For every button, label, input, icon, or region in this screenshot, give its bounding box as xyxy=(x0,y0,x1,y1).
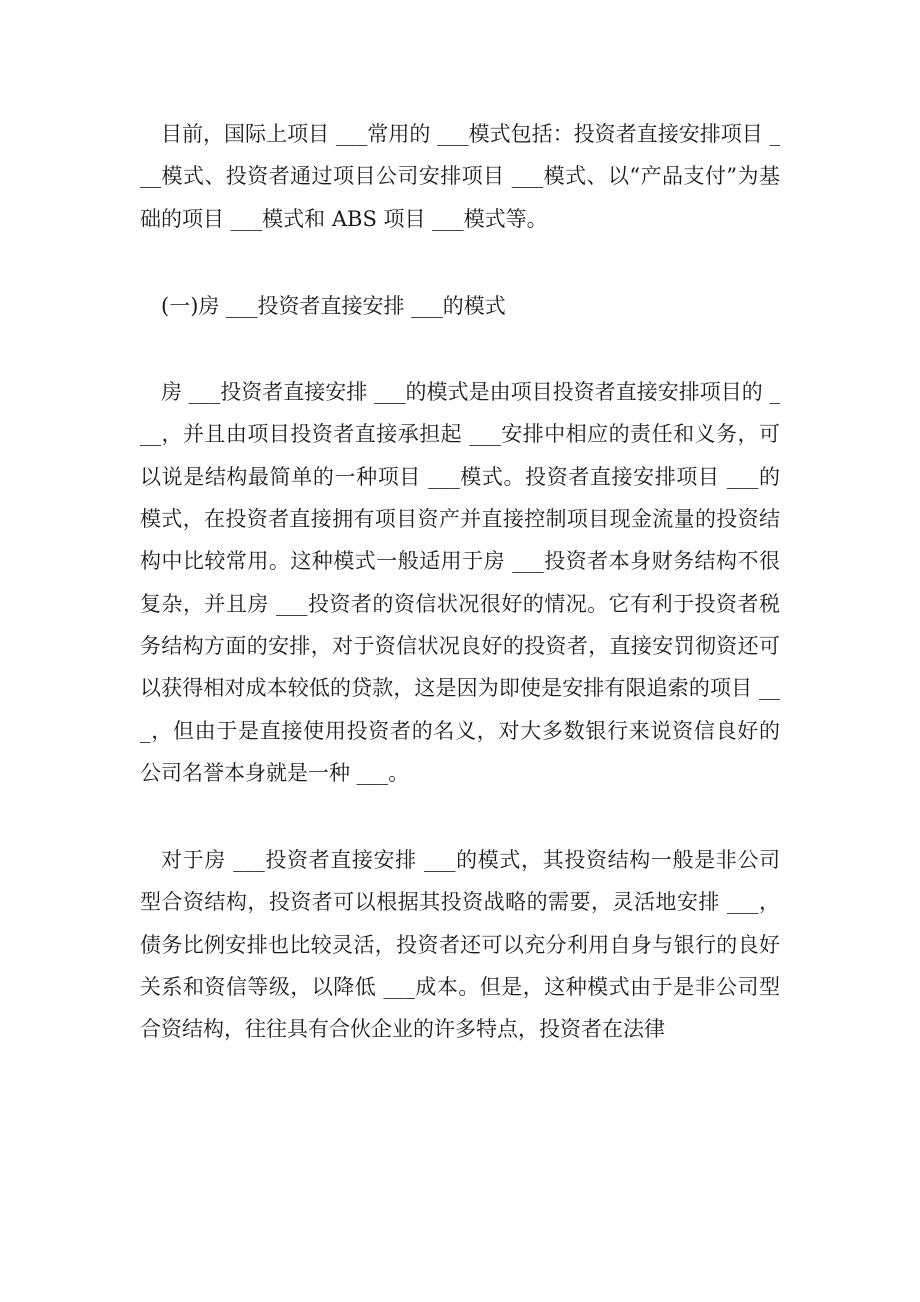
body-paragraph-2: 对于房 ___投资者直接安排 ___的模式，其投资结构一般是非公司型合资结构，投资者可以根据其投资战略的需要，灵活地安排 ___，债务比例安排也比较灵活，投资者还可以充分利用自身与银行的良好关系和资信等级，以降低 ___成本。但是，这种模式由于是非公司型合资结构，往往具有合伙企业的许多特点，投资者在法律 xyxy=(140,848,780,1042)
intro-paragraph: 目前，国际上项目 ___常用的 ___模式包括：投资者直接安排项目 ___模式、投资者通过项目公司安排项目 ___模式、以“产品支付”为基础的项目 ___模式和 ABS 项目 ___模式等。 xyxy=(140,122,780,231)
body-paragraph-1: 房 ___投资者直接安排 ___的模式是由项目投资者直接安排项目的 ___，并且由项目投资者直接承担起 ___安排中相应的责任和义务，可以说是结构最简单的一种项目 ___模式。投资者直接安排项目 ___的模式，在投资者直接拥有项目资产并直接控制项目现金流量的投资结构中比较常用。这种模式一般适用于房 ___投资者本身财务结构不很复杂，并且房 ___投资者的资信状况很好的情况。它有利于投资者税务结构方面的安排，对于资信状况良好的投资者，直接安罚彻资还可以获得相对成本较低的贷款，这是因为即使是安排有限追索的项目 ___，但由于是直接使用投资者的名义，对大多数银行来说资信良好的公司名誉本身就是一种 ___。 xyxy=(140,380,780,785)
section-heading: (一)房 ___投资者直接安排 ___的模式 xyxy=(161,293,506,318)
document-page xyxy=(140,113,780,1051)
